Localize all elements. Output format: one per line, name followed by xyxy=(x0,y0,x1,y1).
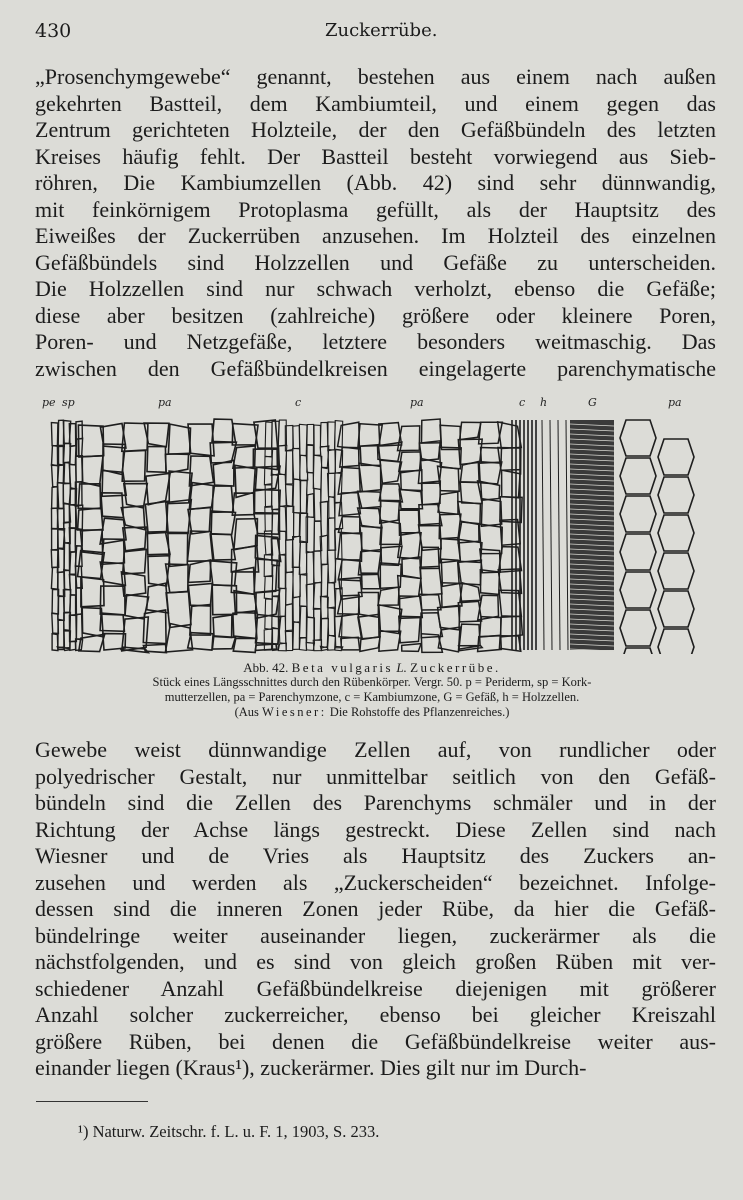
text-line: dessen sind die inneren Zonen jeder Rübe, da hier die Gefäß- xyxy=(35,896,716,921)
text-line: Die Holzzellen sind nur schwach verholzt, ebenso die Gefäße; xyxy=(35,276,716,301)
cell xyxy=(147,532,170,555)
figure-label: c xyxy=(295,396,302,409)
cell xyxy=(64,543,69,571)
cell xyxy=(293,597,300,623)
cell xyxy=(299,638,306,651)
cell xyxy=(480,570,499,595)
text-line: schiedener Anzahl Gefäßbündelkreise diejenigen mit größerer xyxy=(35,975,716,1001)
cell xyxy=(422,481,441,505)
cell xyxy=(460,422,481,439)
cell xyxy=(479,462,502,484)
cell xyxy=(379,631,401,651)
cell xyxy=(658,629,694,654)
cell xyxy=(143,644,166,652)
wood-fiber xyxy=(558,420,560,650)
cell xyxy=(233,611,257,639)
cell xyxy=(273,628,279,651)
cell xyxy=(190,605,211,636)
cell xyxy=(422,419,442,443)
text-line: Eiweißes der Zuckerrüben anzusehen. Im Holzteil des einzelnen xyxy=(35,223,716,248)
cell xyxy=(360,525,382,552)
text-line: zwischen den Gefäßbündelkreisen eingelagerte parenchymatische xyxy=(35,355,716,381)
cell xyxy=(499,636,520,652)
cell xyxy=(620,420,656,456)
cell xyxy=(145,501,167,533)
cell xyxy=(299,424,307,455)
cell xyxy=(440,447,462,469)
figure-label: c xyxy=(519,396,526,409)
cell xyxy=(620,534,656,570)
figure-label: pa xyxy=(668,396,682,409)
text-line: Richtung der Achse längs gestreckt. Diese Zellen sind nach xyxy=(35,816,716,842)
cell xyxy=(438,492,458,514)
cell-section-drawing xyxy=(40,392,705,654)
cell xyxy=(402,644,421,652)
cell xyxy=(320,422,328,446)
cell xyxy=(166,591,191,627)
wood-fiber xyxy=(566,420,568,650)
cell xyxy=(500,497,522,523)
cell xyxy=(329,497,335,518)
cell xyxy=(264,576,272,600)
cell xyxy=(420,566,442,595)
cell xyxy=(658,591,694,627)
cell xyxy=(212,585,236,615)
cell xyxy=(307,473,314,495)
paragraph-top xyxy=(35,64,716,382)
cell xyxy=(658,477,694,513)
cell xyxy=(188,560,211,583)
cell xyxy=(233,638,256,652)
cell xyxy=(328,450,336,474)
text-line: Anzahl solcher zuckerreicher, ebenso bei gleicher Kreiszahl xyxy=(35,1002,716,1027)
cell xyxy=(146,473,170,505)
figure-caption xyxy=(32,660,712,720)
cell xyxy=(499,590,521,616)
figure-label: h xyxy=(540,396,548,409)
cell xyxy=(658,439,694,475)
cell xyxy=(286,604,293,632)
text-line: „Prosenchymgewebe“ genannt, bestehen aus einem nach außen xyxy=(35,64,716,89)
caption-title xyxy=(32,660,712,675)
footnote: ¹) Naturw. Zeitschr. f. L. u. F. 1, 1903, S. 233. xyxy=(78,1122,380,1141)
cell xyxy=(255,644,276,650)
cell xyxy=(358,491,381,508)
cell xyxy=(189,456,213,486)
text-line: Poren- und Netzgefäße, letztere besonders weitmaschig. Das xyxy=(35,329,716,354)
caption-species: Beta vulgaris xyxy=(291,660,394,675)
cell xyxy=(265,422,272,457)
figure-cells xyxy=(51,419,694,654)
wood-fiber xyxy=(550,420,552,650)
running-title: Zuckerrübe. xyxy=(325,20,438,41)
caption-common-name: Zuckerrübe. xyxy=(410,660,501,675)
cell xyxy=(147,447,166,473)
cell xyxy=(168,424,190,454)
text-line: röhren, Die Kambiumzellen (Abb. 42) sind sehr dünnwandig, xyxy=(35,170,716,195)
caption-line: mutterzellen, pa = Parenchymzone, c = Kambiumzone, G = Gefäß, h = Holzzellen. xyxy=(164,690,580,704)
caption-source-author: Wiesner: xyxy=(262,705,327,719)
text-line: diese aber besitzen (zahlreiche) größere oder kleinere Poren, xyxy=(35,302,716,328)
cell xyxy=(358,614,379,638)
figure-labels xyxy=(42,396,682,409)
cell xyxy=(300,607,307,639)
cell xyxy=(294,513,300,538)
text-line: zusehen und werden als „Zuckerscheiden“ bezeichnet. Infolge- xyxy=(35,869,716,895)
caption-line: Stück eines Längsschnittes durch den Rübenkörper. Vergr. 50. p = Periderm, sp = Kork- xyxy=(152,675,592,689)
text-line: nächstfolgenden, und es sind von gleich großen Rüben mit ver- xyxy=(35,949,716,974)
cell xyxy=(147,583,169,613)
text-line: mit feinkörnigem Protoplasma gefüllt, als der Hauptsitz des xyxy=(35,196,716,222)
cell xyxy=(307,424,314,445)
cell xyxy=(338,422,360,449)
figure-label: G xyxy=(588,396,597,409)
cell xyxy=(265,506,272,531)
cell xyxy=(658,515,694,551)
cell xyxy=(419,524,442,551)
text-line: einander liegen (Kraus¹), zuckerärmer. Dies gilt nur im Durch- xyxy=(35,1055,587,1080)
cell xyxy=(439,514,461,540)
cell xyxy=(460,462,479,483)
caption-source-title: Die Rohstoffe des Pflanzenreiches.) xyxy=(329,705,510,719)
cell xyxy=(620,572,656,608)
cell xyxy=(76,614,82,639)
cell xyxy=(314,425,321,455)
cell-section-figure xyxy=(40,392,705,654)
text-line: Zentrum gerichteten Holzteile, der den Gefäßbündeln des letzten xyxy=(35,117,716,142)
text-line: bündeln sind die Zellen des Parenchyms schmäler und in der xyxy=(35,790,716,815)
cell xyxy=(82,456,103,486)
cell xyxy=(168,532,188,566)
text-line: Gefäßbündels sind Holzzellen und Gefäße zu unterscheiden. xyxy=(35,249,716,275)
cell xyxy=(328,635,336,650)
cell xyxy=(264,554,272,577)
text-line: größere Rüben, bei denen die Gefäßbündelkreise weiter aus- xyxy=(35,1028,716,1054)
cell xyxy=(620,496,656,532)
page-number: 430 xyxy=(35,20,72,42)
text-line: Kreises häufig fehlt. Der Bastteil besteht vorwiegend aus Sieb- xyxy=(35,143,716,169)
footnote-rule xyxy=(36,1101,148,1102)
cell xyxy=(313,582,321,609)
cell xyxy=(335,558,342,589)
cell xyxy=(360,637,380,652)
cell xyxy=(122,450,145,481)
cell xyxy=(278,643,286,651)
cell xyxy=(286,450,293,484)
caption-source-prefix: (Aus xyxy=(234,705,259,719)
cell xyxy=(213,460,234,486)
cell xyxy=(234,519,258,550)
cell xyxy=(362,573,380,589)
cell xyxy=(321,619,328,649)
cell xyxy=(399,616,421,643)
cell xyxy=(399,510,419,535)
cell xyxy=(480,549,501,573)
cell xyxy=(378,587,399,605)
cell xyxy=(100,613,124,631)
cell xyxy=(51,423,58,447)
cell xyxy=(188,507,211,534)
cell xyxy=(70,552,76,574)
cell xyxy=(188,584,212,607)
wood-fiber xyxy=(542,420,544,650)
text-line: Wiesner und de Vries als Hauptsitz des Zuckers an- xyxy=(35,843,716,868)
cell xyxy=(400,596,423,618)
cell xyxy=(620,610,656,646)
cell xyxy=(293,448,301,479)
cell xyxy=(123,549,147,574)
cell xyxy=(313,455,322,489)
cell xyxy=(307,552,315,585)
figure-label: pa xyxy=(158,396,172,409)
cell xyxy=(59,445,64,465)
cell xyxy=(335,588,342,617)
cell xyxy=(124,484,148,508)
cell xyxy=(440,425,460,449)
cell xyxy=(620,458,656,494)
cell xyxy=(166,500,192,534)
cell xyxy=(52,446,58,466)
cell xyxy=(293,426,300,449)
cell xyxy=(500,520,520,546)
caption-author: L. xyxy=(396,660,407,675)
caption-source xyxy=(32,705,712,720)
text-line: polyedrischer Gestalt, nur unmittelbar seitlich von den Gefäß- xyxy=(35,763,716,789)
text-line: Gewebe weist dünnwandige Zellen auf, von rundlicher oder xyxy=(35,737,716,762)
cell xyxy=(481,499,501,527)
cell xyxy=(341,637,360,650)
paragraph-bottom xyxy=(35,737,716,1082)
cell xyxy=(402,557,421,579)
cell xyxy=(380,520,402,544)
cell xyxy=(438,627,460,652)
cell xyxy=(272,474,279,510)
page-header xyxy=(35,20,709,48)
caption-figure-number: Abb. 42. xyxy=(243,660,289,675)
cell xyxy=(286,572,294,605)
cell xyxy=(458,502,481,525)
cell xyxy=(264,629,272,650)
figure-label: pa xyxy=(410,396,424,409)
cell xyxy=(169,471,192,504)
text-line: gekehrten Bastteil, dem Kambiumteil, und einem gegen das xyxy=(35,90,716,116)
text-line: bündelringe weiter auseinander liegen, zuckerärmer als die xyxy=(35,922,716,948)
cell xyxy=(328,607,335,637)
cell xyxy=(189,483,214,510)
cell xyxy=(285,630,292,651)
cell xyxy=(213,615,232,638)
cell xyxy=(286,485,293,507)
figure-label: sp xyxy=(62,396,75,409)
figure-label: pe xyxy=(42,396,56,409)
cell xyxy=(478,636,502,652)
cell xyxy=(307,445,314,473)
cell xyxy=(658,553,694,589)
cell xyxy=(265,599,272,630)
cell xyxy=(212,486,233,512)
cell xyxy=(78,508,103,530)
cell xyxy=(293,622,300,650)
cell xyxy=(620,648,656,654)
cell xyxy=(460,583,480,602)
